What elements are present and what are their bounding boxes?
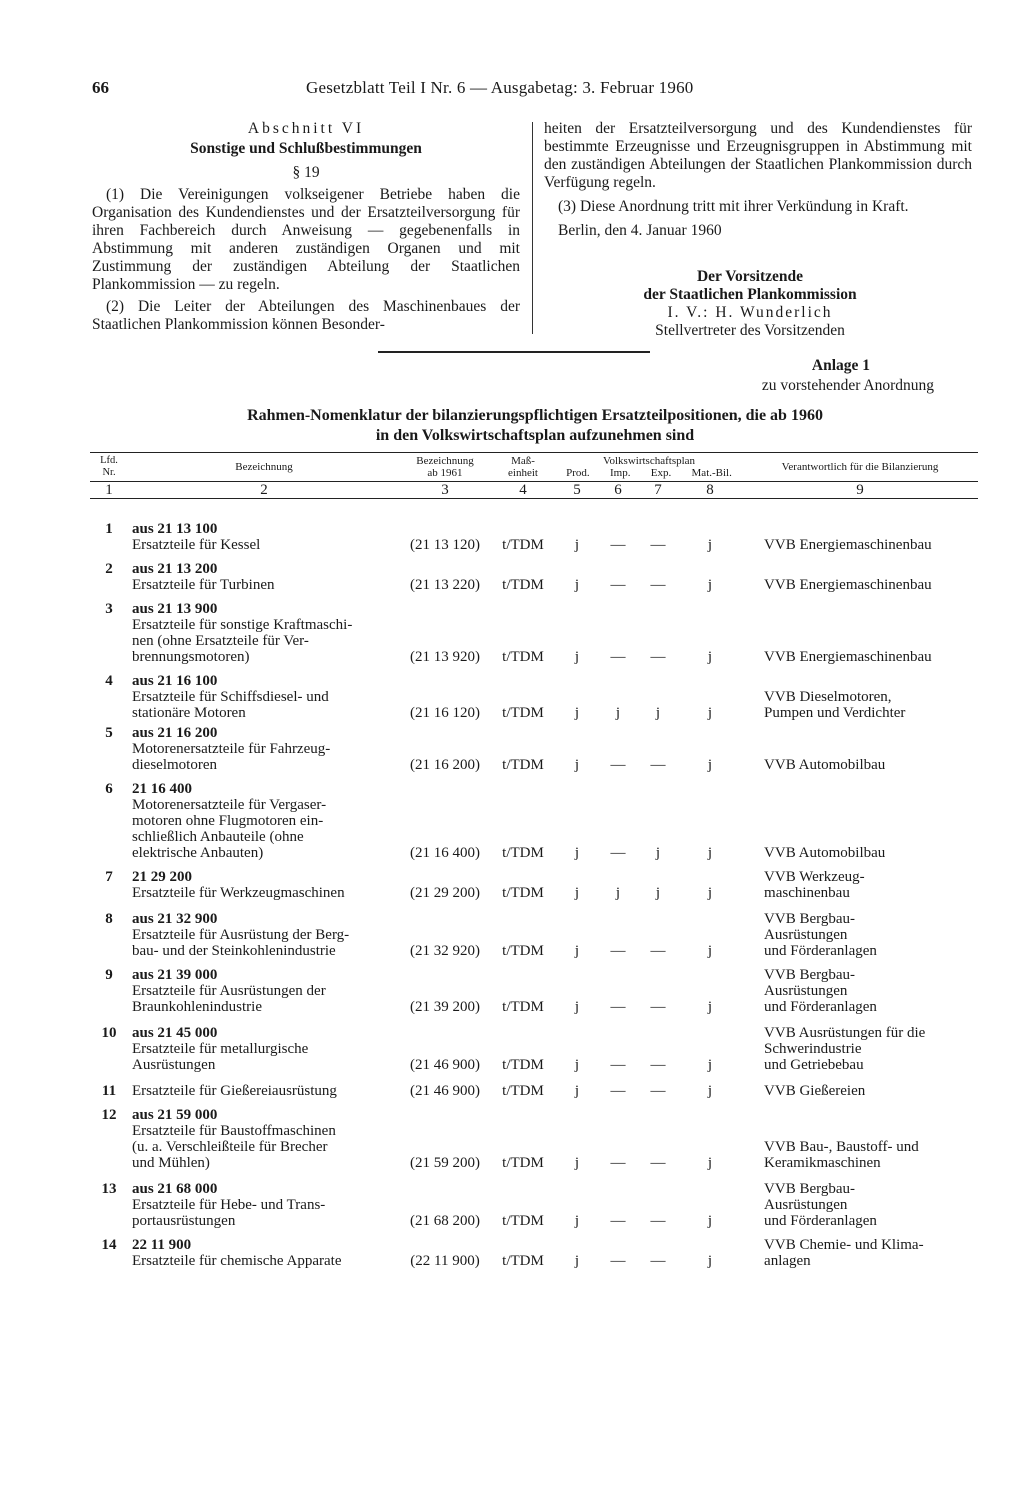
row-imp: — <box>610 1213 626 1229</box>
table-header-row <box>90 453 978 482</box>
row-exp: — <box>650 1083 666 1099</box>
row-description <box>128 553 400 593</box>
row-responsible-line: VVB Automobilbau <box>764 845 886 861</box>
row-responsible-line: VVB Bau-, Baustoff- und <box>764 1139 919 1155</box>
running-head-title: Gesetzblatt Teil I Nr. 6 — Ausgabetag: 3. Februar 1960 <box>306 78 694 97</box>
anlage-block <box>762 356 934 396</box>
row-description-line: Ausrüstungen <box>132 1057 216 1073</box>
nomenclature-table <box>90 452 978 1269</box>
row-imp: — <box>610 757 626 773</box>
signature-block <box>580 268 920 340</box>
row-responsible <box>742 1099 978 1171</box>
column-index: 9 <box>742 482 978 499</box>
row-description <box>128 1099 400 1171</box>
row-exp: — <box>650 757 666 773</box>
row-description-line: dieselmotoren <box>132 757 217 773</box>
row-responsible-line: VVB Energiemaschinenbau <box>764 537 932 553</box>
row-responsible <box>742 499 978 554</box>
header-volkswirtschaftsplan: Volkswirtschaftsplan Prod. Imp. Exp. Mat.-Bil. <box>566 455 732 479</box>
column-index: 5 <box>556 482 598 499</box>
separator-rule <box>378 351 650 353</box>
row-matbil: j <box>707 999 713 1015</box>
signature-name: I. V.: H. Wunderlich <box>667 304 833 321</box>
row-description-line: Ersatzteile für Schiffsdiesel- und <box>132 689 329 705</box>
row-matbil: j <box>707 537 713 553</box>
row-new-code: (22 11 900) <box>410 1253 480 1269</box>
row-matbil: j <box>707 705 713 721</box>
row-description <box>128 901 400 959</box>
row-description <box>128 593 400 665</box>
table-row <box>90 1073 978 1099</box>
row-code: 22 11 900 <box>132 1237 192 1253</box>
row-imp: — <box>610 1057 626 1073</box>
anlage-subtitle: zu vorstehender Anordnung <box>761 377 934 394</box>
row-responsible-line: Ausrüstungen <box>764 927 848 943</box>
row-number: 10 <box>101 1025 117 1041</box>
row-new-code: (21 46 900) <box>410 1083 480 1099</box>
place-date: Berlin, den 4. Januar 1960 <box>558 222 722 239</box>
header-exp: Exp. <box>650 467 672 479</box>
row-description <box>128 1073 400 1099</box>
row-responsible <box>742 901 978 959</box>
row-exp: j <box>655 885 661 901</box>
row-code: aus 21 45 000 <box>132 1025 218 1041</box>
row-responsible-line: maschinenbau <box>764 885 850 901</box>
header-masseinheit: Maß- einheit <box>508 455 538 479</box>
left-column <box>92 120 520 338</box>
header-matbil: Mat.-Bil. <box>691 467 732 479</box>
row-responsible-line: Schwerindustrie <box>764 1041 862 1057</box>
row-unit: t/TDM <box>502 649 544 665</box>
row-code: aus 21 59 000 <box>132 1107 218 1123</box>
row-responsible-line: Pumpen und Verdichter <box>764 705 906 721</box>
row-description <box>128 721 400 773</box>
table-row <box>90 665 978 721</box>
row-unit: t/TDM <box>502 1213 544 1229</box>
row-responsible <box>742 1171 978 1229</box>
row-responsible-line: VVB Energiemaschinenbau <box>764 577 932 593</box>
row-new-code: (21 16 120) <box>410 705 480 721</box>
row-prod: j <box>574 943 580 959</box>
row-matbil: j <box>707 1213 713 1229</box>
header-lfd-nr: Lfd. Nr. <box>100 455 118 478</box>
row-responsible-line: VVB Gießereien <box>764 1083 866 1099</box>
row-responsible <box>742 1229 978 1269</box>
row-number: 5 <box>105 725 113 741</box>
row-description-line: bau- und der Steinkohlenindustrie <box>132 943 336 959</box>
row-new-code: (21 68 200) <box>410 1213 480 1229</box>
row-description-line: elektrische Anbauten) <box>132 845 264 861</box>
row-responsible-line: VVB Dieselmotoren, <box>764 689 892 705</box>
row-unit: t/TDM <box>502 537 544 553</box>
table-row <box>90 861 978 901</box>
paragraph-2: (2) Die Leiter der Abteilungen des Maschinenbaues der Staatlichen Plankommission können Besonder- <box>92 298 520 333</box>
table-row <box>90 593 978 665</box>
row-unit: t/TDM <box>502 577 544 593</box>
row-exp: — <box>650 1057 666 1073</box>
paragraph-continuation: heiten der Ersatzteilversorgung und des Kundendienstes für bestimmte Erzeugnisse und Erzeugnisgruppen in Abstimmung mit den zuständigen Abteilungen der Staatlichen Plankommission durch Verfügung regeln. <box>544 120 972 191</box>
column-index: 7 <box>638 482 678 499</box>
table-title-line-2: in den Volkswirtschaftsplan aufzunehmen sind <box>375 427 695 444</box>
header-imp: Imp. <box>609 467 631 479</box>
row-description-line: stationäre Motoren <box>132 705 246 721</box>
row-exp: — <box>650 943 666 959</box>
row-prod: j <box>574 1057 580 1073</box>
row-description <box>128 499 400 554</box>
right-column <box>544 120 972 244</box>
row-description-line: (u. a. Verschleißteile für Brecher <box>132 1139 328 1155</box>
row-responsible-line: Ausrüstungen <box>764 1197 848 1213</box>
row-description-line: und Mühlen) <box>132 1155 210 1171</box>
row-responsible-line: anlagen <box>764 1253 811 1269</box>
column-index: 8 <box>678 482 742 499</box>
row-number: 12 <box>101 1107 117 1123</box>
row-responsible-line: VVB Bergbau- <box>764 911 855 927</box>
row-number: 2 <box>105 561 113 577</box>
row-new-code: (21 59 200) <box>410 1155 480 1171</box>
row-prod: j <box>574 1213 580 1229</box>
row-prod: j <box>574 577 580 593</box>
row-number: 7 <box>105 869 113 885</box>
table-row <box>90 721 978 773</box>
row-unit: t/TDM <box>502 999 544 1015</box>
row-exp: — <box>650 999 666 1015</box>
row-number: 3 <box>105 601 113 617</box>
row-code: aus 21 32 900 <box>132 911 218 927</box>
row-description-line: Motorenersatzteile für Fahrzeug- <box>132 741 331 757</box>
row-responsible <box>742 1073 978 1099</box>
row-new-code: (21 39 200) <box>410 999 480 1015</box>
row-imp: — <box>610 1253 626 1269</box>
row-number: 11 <box>101 1083 117 1099</box>
row-number: 6 <box>105 781 113 797</box>
row-description-line: Ersatzteile für Gießereiausrüstung <box>132 1083 337 1099</box>
row-description-line: brennungsmotoren) <box>132 649 250 665</box>
row-unit: t/TDM <box>502 1083 544 1099</box>
table-row <box>90 1229 978 1269</box>
row-imp: — <box>610 943 626 959</box>
row-imp: — <box>610 845 626 861</box>
column-index: 2 <box>128 482 400 499</box>
row-unit: t/TDM <box>502 1253 544 1269</box>
row-exp: — <box>650 1253 666 1269</box>
row-responsible <box>742 861 978 901</box>
column-index: 1 <box>90 482 128 499</box>
paragraph-sign: § 19 <box>292 164 320 181</box>
row-responsible <box>742 553 978 593</box>
row-matbil: j <box>707 1083 713 1099</box>
column-index-row <box>90 482 978 499</box>
row-description-line: Motorenersatzteile für Vergaser- <box>132 797 327 813</box>
row-code: aus 21 13 100 <box>132 521 218 537</box>
row-number: 4 <box>105 673 113 689</box>
table-title-line-1: Rahmen-Nomenklatur der bilanzierungspflichtigen Ersatzteilpositionen, die ab 1960 <box>247 407 823 424</box>
running-header <box>92 78 972 102</box>
row-responsible <box>742 773 978 861</box>
row-description-line: nen (ohne Ersatzteile für Ver- <box>132 633 309 649</box>
header-verantwortlich: Verantwortlich für die Bilanzierung <box>781 461 939 473</box>
row-responsible-line: und Förderanlagen <box>764 943 877 959</box>
table-row <box>90 1015 978 1073</box>
row-responsible-line: VVB Ausrüstungen für die <box>764 1025 926 1041</box>
row-description-line: Braunkohlenindustrie <box>132 999 262 1015</box>
row-matbil: j <box>707 1155 713 1171</box>
row-number: 9 <box>105 967 113 983</box>
row-new-code: (21 13 920) <box>410 649 480 665</box>
row-code: 21 29 200 <box>132 869 192 885</box>
row-responsible-line: VVB Automobilbau <box>764 757 886 773</box>
row-new-code: (21 29 200) <box>410 885 480 901</box>
page-number: 66 <box>92 78 109 97</box>
row-prod: j <box>574 1083 580 1099</box>
row-new-code: (21 32 920) <box>410 943 480 959</box>
row-exp: — <box>650 649 666 665</box>
row-description-line: motoren ohne Flugmotoren ein- <box>132 813 324 829</box>
row-description-line: Ersatzteile für metallurgische <box>132 1041 309 1057</box>
signature-title-1: Der Vorsitzende <box>696 268 804 285</box>
row-prod: j <box>574 705 580 721</box>
row-description-line: Ersatzteile für Ausrüstungen der <box>132 983 326 999</box>
column-index: 3 <box>400 482 490 499</box>
row-prod: j <box>574 999 580 1015</box>
row-new-code: (21 13 220) <box>410 577 480 593</box>
row-imp: — <box>610 577 626 593</box>
column-index: 4 <box>490 482 556 499</box>
row-exp: — <box>650 577 666 593</box>
row-unit: t/TDM <box>502 943 544 959</box>
table-row <box>90 901 978 959</box>
row-imp: — <box>610 537 626 553</box>
table-row <box>90 959 978 1015</box>
row-prod: j <box>574 537 580 553</box>
row-responsible <box>742 593 978 665</box>
row-responsible-line: VVB Chemie- und Klima- <box>764 1237 924 1253</box>
row-imp: j <box>615 885 621 901</box>
section-title: Sonstige und Schlußbestimmungen <box>190 140 422 157</box>
row-new-code: (21 16 200) <box>410 757 480 773</box>
row-description <box>128 861 400 901</box>
row-number: 14 <box>101 1237 117 1253</box>
row-responsible <box>742 721 978 773</box>
table-row <box>90 773 978 861</box>
row-unit: t/TDM <box>502 1155 544 1171</box>
row-responsible-line: Keramikmaschinen <box>764 1155 881 1171</box>
row-number: 1 <box>105 521 113 537</box>
row-matbil: j <box>707 845 713 861</box>
row-exp: — <box>650 1155 666 1171</box>
row-description-line: Ersatzteile für Turbinen <box>132 577 275 593</box>
header-bezeichnung: Bezeichnung <box>235 461 293 473</box>
row-prod: j <box>574 1155 580 1171</box>
row-exp: j <box>655 705 661 721</box>
table-row <box>90 1099 978 1171</box>
row-responsible-line: und Förderanlagen <box>764 1213 877 1229</box>
row-imp: — <box>610 1083 626 1099</box>
table-row <box>90 499 978 554</box>
row-responsible-line: VVB Bergbau- <box>764 967 855 983</box>
table-row <box>90 553 978 593</box>
row-code: aus 21 16 100 <box>132 673 218 689</box>
row-number: 8 <box>105 911 113 927</box>
row-description-line: Ersatzteile für Kessel <box>132 537 261 553</box>
row-description-line: Ersatzteile für Werkzeugmaschinen <box>132 885 345 901</box>
table-title <box>150 406 920 446</box>
row-responsible-line: VVB Energiemaschinenbau <box>764 649 932 665</box>
row-code: aus 21 39 000 <box>132 967 218 983</box>
table-body <box>90 499 978 1270</box>
row-imp: — <box>610 999 626 1015</box>
row-responsible <box>742 959 978 1015</box>
row-description-line: portausrüstungen <box>132 1213 236 1229</box>
row-description <box>128 1229 400 1269</box>
row-code: 21 16 400 <box>132 781 192 797</box>
row-description-line: schließlich Anbauteile (ohne <box>132 829 304 845</box>
row-prod: j <box>574 649 580 665</box>
row-code: aus 21 13 900 <box>132 601 218 617</box>
row-unit: t/TDM <box>502 705 544 721</box>
row-new-code: (21 13 120) <box>410 537 480 553</box>
row-matbil: j <box>707 885 713 901</box>
row-responsible-line: VVB Werkzeug- <box>764 869 865 885</box>
signature-role: Stellvertreter des Vorsitzenden <box>655 322 845 339</box>
row-description <box>128 665 400 721</box>
row-imp: — <box>610 649 626 665</box>
paragraph-3: (3) Diese Anordnung tritt mit ihrer Verkündung in Kraft. <box>558 198 909 215</box>
row-responsible-line: VVB Bergbau- <box>764 1181 855 1197</box>
row-description-line: Ersatzteile für chemische Apparate <box>132 1253 342 1269</box>
row-description-line: Ersatzteile für Baustoffmaschinen <box>132 1123 336 1139</box>
section-label: Abschnitt VI <box>247 120 365 137</box>
row-responsible <box>742 1015 978 1073</box>
row-code: aus 21 13 200 <box>132 561 218 577</box>
row-unit: t/TDM <box>502 1057 544 1073</box>
row-matbil: j <box>707 757 713 773</box>
header-prod: Prod. <box>566 467 590 479</box>
row-prod: j <box>574 757 580 773</box>
row-unit: t/TDM <box>502 757 544 773</box>
row-responsible-line: Ausrüstungen <box>764 983 848 999</box>
column-index: 6 <box>598 482 638 499</box>
row-responsible-line: und Förderanlagen <box>764 999 877 1015</box>
row-description <box>128 1015 400 1073</box>
signature-title-2: der Staatlichen Plankommission <box>643 286 857 303</box>
row-description <box>128 959 400 1015</box>
row-unit: t/TDM <box>502 845 544 861</box>
row-imp: j <box>615 705 621 721</box>
row-number: 13 <box>101 1181 117 1197</box>
header-bezeichnung-1961: Bezeichnung ab 1961 <box>416 455 474 479</box>
table-row <box>90 1171 978 1229</box>
row-matbil: j <box>707 577 713 593</box>
row-description <box>128 773 400 861</box>
row-exp: j <box>655 845 661 861</box>
row-new-code: (21 16 400) <box>410 845 480 861</box>
row-description-line: Ersatzteile für Hebe- und Trans- <box>132 1197 326 1213</box>
paragraph-1: (1) Die Vereinigungen volkseigener Betriebe haben die Organisation des Kundendienstes und der Ersatzteilversorgung für ihren Fachbereich durch Anweisung — gegebenenfalls in Abstimmung mit anderen zuständigen Organen und mit Zustimmung der zuständigen Abteilung der Staatlichen Plankommission — zu regeln. <box>92 186 520 293</box>
row-exp: — <box>650 1213 666 1229</box>
column-divider <box>532 122 533 334</box>
row-code: aus 21 16 200 <box>132 725 218 741</box>
row-unit: t/TDM <box>502 885 544 901</box>
row-description-line: Ersatzteile für sonstige Kraftmaschi- <box>132 617 353 633</box>
row-matbil: j <box>707 649 713 665</box>
anlage-title: Anlage 1 <box>811 357 870 374</box>
row-matbil: j <box>707 1253 713 1269</box>
row-prod: j <box>574 845 580 861</box>
row-new-code: (21 46 900) <box>410 1057 480 1073</box>
row-code: aus 21 68 000 <box>132 1181 218 1197</box>
row-responsible <box>742 665 978 721</box>
row-description <box>128 1171 400 1229</box>
row-matbil: j <box>707 943 713 959</box>
row-matbil: j <box>707 1057 713 1073</box>
row-prod: j <box>574 1253 580 1269</box>
row-imp: — <box>610 1155 626 1171</box>
row-description-line: Ersatzteile für Ausrüstung der Berg- <box>132 927 350 943</box>
row-responsible-line: und Getriebebau <box>764 1057 864 1073</box>
row-exp: — <box>650 537 666 553</box>
row-prod: j <box>574 885 580 901</box>
